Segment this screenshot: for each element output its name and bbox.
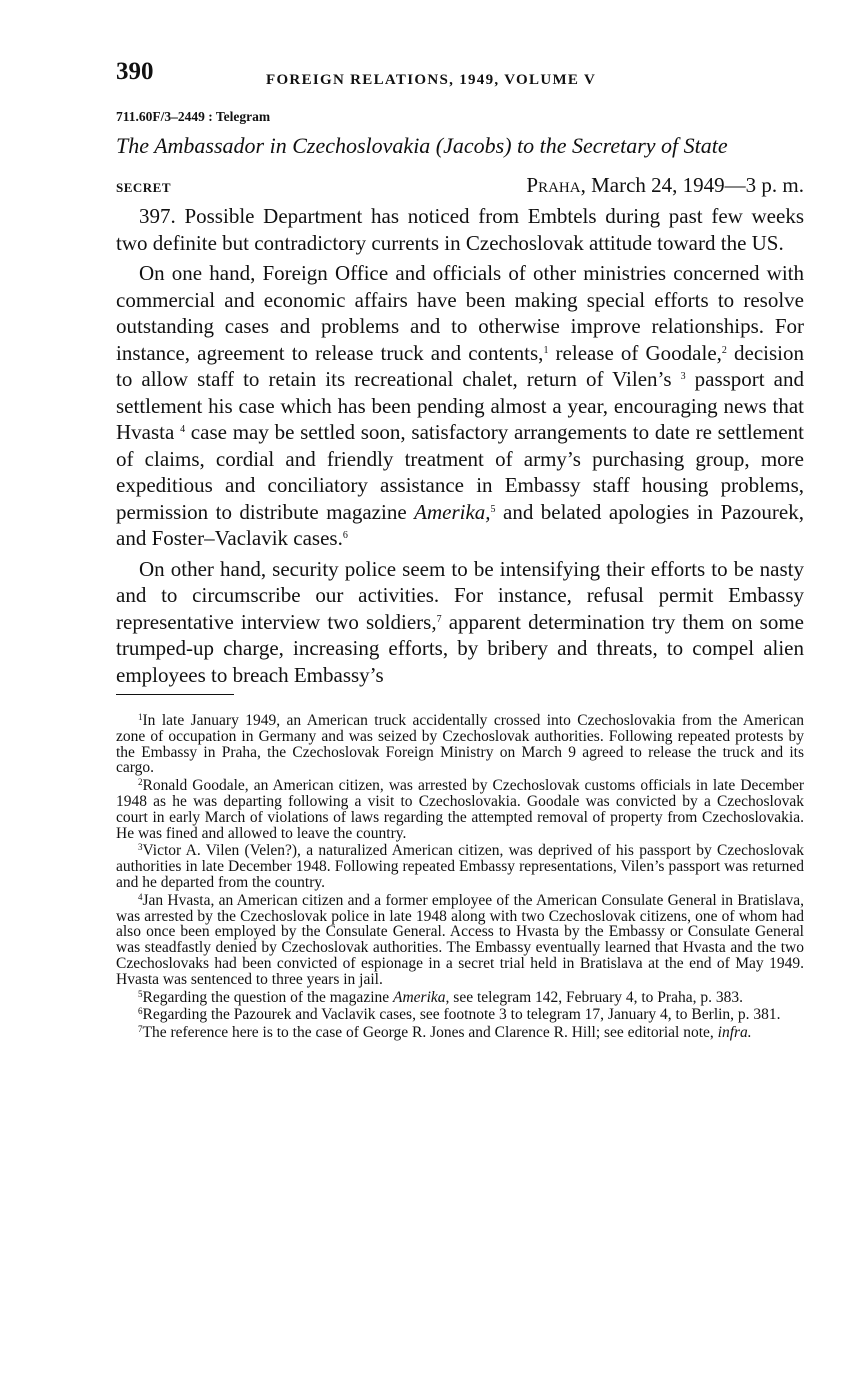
footnote-5: $^5$Regarding the question of the magazine Amerika, see telegram 142, February 4, to Praha, p. 383. [138, 988, 743, 1006]
footnote-ref-7: 7 [436, 613, 442, 625]
paragraph-3: On other hand, security police seem to be intensifying their efforts to be nasty and to circumscribe our activities. For instance, refusal permit Embassy representative interview two soldiers,$^7$ apparent determination try them on some trumped-up charge, increasing efforts, by bribery and threats, to compel alien employees to breach Embassy’s [116, 556, 804, 687]
footnote-ref-3: 3 [680, 371, 686, 382]
footnote-ref-2: 2 [721, 344, 727, 356]
document-page [116, 58, 804, 1043]
footnote-2: $^2$Ronald Goodale, an American citizen, was arrested by Czechoslovak customs officials in late December 1948 as he was departing following a visit to Czechoslovakia. Goodale was convicted by a Czechoslovak court in early March of violations of laws regarding the attempted removal of property from Czechoslovakia. He was fined and allowed to leave the country. [116, 777, 804, 842]
running-head: FOREIGN RELATIONS, 1949, VOLUME V [266, 72, 597, 88]
footnote-1: $^1$In late January 1949, an American truck accidentally crossed into Czechoslovakia from the American zone of occupation in Germany and was seized by Czechoslovak authorities. Following repeated protests by the Embassy in Praha, the Czechoslovak Foreign Ministry on March 9 agreed to release the truck and its cargo. [116, 712, 804, 777]
place-date [526, 173, 804, 198]
classification-label: SECRET [116, 180, 172, 195]
document-title: The Ambassador in Czechoslovakia (Jacobs) to the Secretary of State [116, 133, 728, 158]
footnote-ref-1: 1 [543, 344, 549, 356]
page-header [116, 58, 804, 92]
footnote-7: $^7$The reference here is to the case of George R. Jones and Clarence R. Hill; see editorial note, infra. [138, 1024, 752, 1042]
dateline [116, 173, 804, 203]
paragraph-1: 397. Possible Department has noticed from Embtels during past few weeks two definite but contradictory currents in Czechoslovak attitude toward the US. [116, 204, 804, 255]
telegram-body [116, 203, 804, 688]
footnote-divider [116, 694, 234, 695]
magazine-title: Amerika, [414, 499, 491, 524]
date: March 24, 1949—3 p. m. [585, 173, 804, 197]
footnote-ref-6: 6 [342, 530, 348, 541]
page-number: 390 [116, 58, 154, 85]
paragraph-2: On one hand, Foreign Office and officials of other ministries concerned with commercial and economic affairs have been making special efforts to resolve outstanding cases and problems and to otherwise improve relationships. For instance, agreement to release truck and contents,$^1$ release of Goodale,$^2$ decision to allow staff to retain its recreational chalet, return of Vilen’s $^3$ passport and settlement his case which has been pending almost a year, encouraging news that Hvasta $^4$ case may be settled soon, satisfactory arrangements to date re settlement of claims, cordial and friendly treatment of army’s purchasing group, more expeditious and conciliatory assistance in Embassy staff housing problems, permission to distribute magazine Amerika,$^5$ and belated apologies in Pazourek, and Foster–Vaclavik cases.$^6$ [116, 261, 805, 550]
footnote-3: $^3$Victor A. Vilen (Velen?), a naturalized American citizen, was deprived of his passport by Czechoslovak authorities in late December 1948. Following repeated Embassy representations, Vilen’s passport was returned and he departed from the country. [116, 842, 804, 891]
footnote-ref-5: 5 [490, 503, 496, 515]
footnotes [116, 713, 804, 1041]
file-reference: 711.60F/3–2449 : Telegram [116, 109, 271, 124]
footnote-6: $^6$Regarding the Pazourek and Vaclavik cases, see footnote 3 to telegram 17, January 4, to Berlin, p. 381. [138, 1006, 781, 1024]
footnote-ref-4: 4 [180, 424, 186, 435]
place: Praha, [526, 173, 586, 197]
footnote-4: $^4$Jan Hvasta, an American citizen and a former employee of the American Consulate General in Bratislava, was arrested by the Czechoslovak police in late 1948 along with two Czechoslovak citizens, one of whom had also once been employed by the Consulate General. Access to Hvasta by the Embassy or Consulate General was steadfastly denied by Czechoslovak authorities. The Embassy eventually learned that Hvasta and the two Czechoslovaks had been convicted of espionage in a secret trial held in Bratislava at the end of May 1949. Hvasta was sentenced to three years in jail. [116, 891, 804, 988]
